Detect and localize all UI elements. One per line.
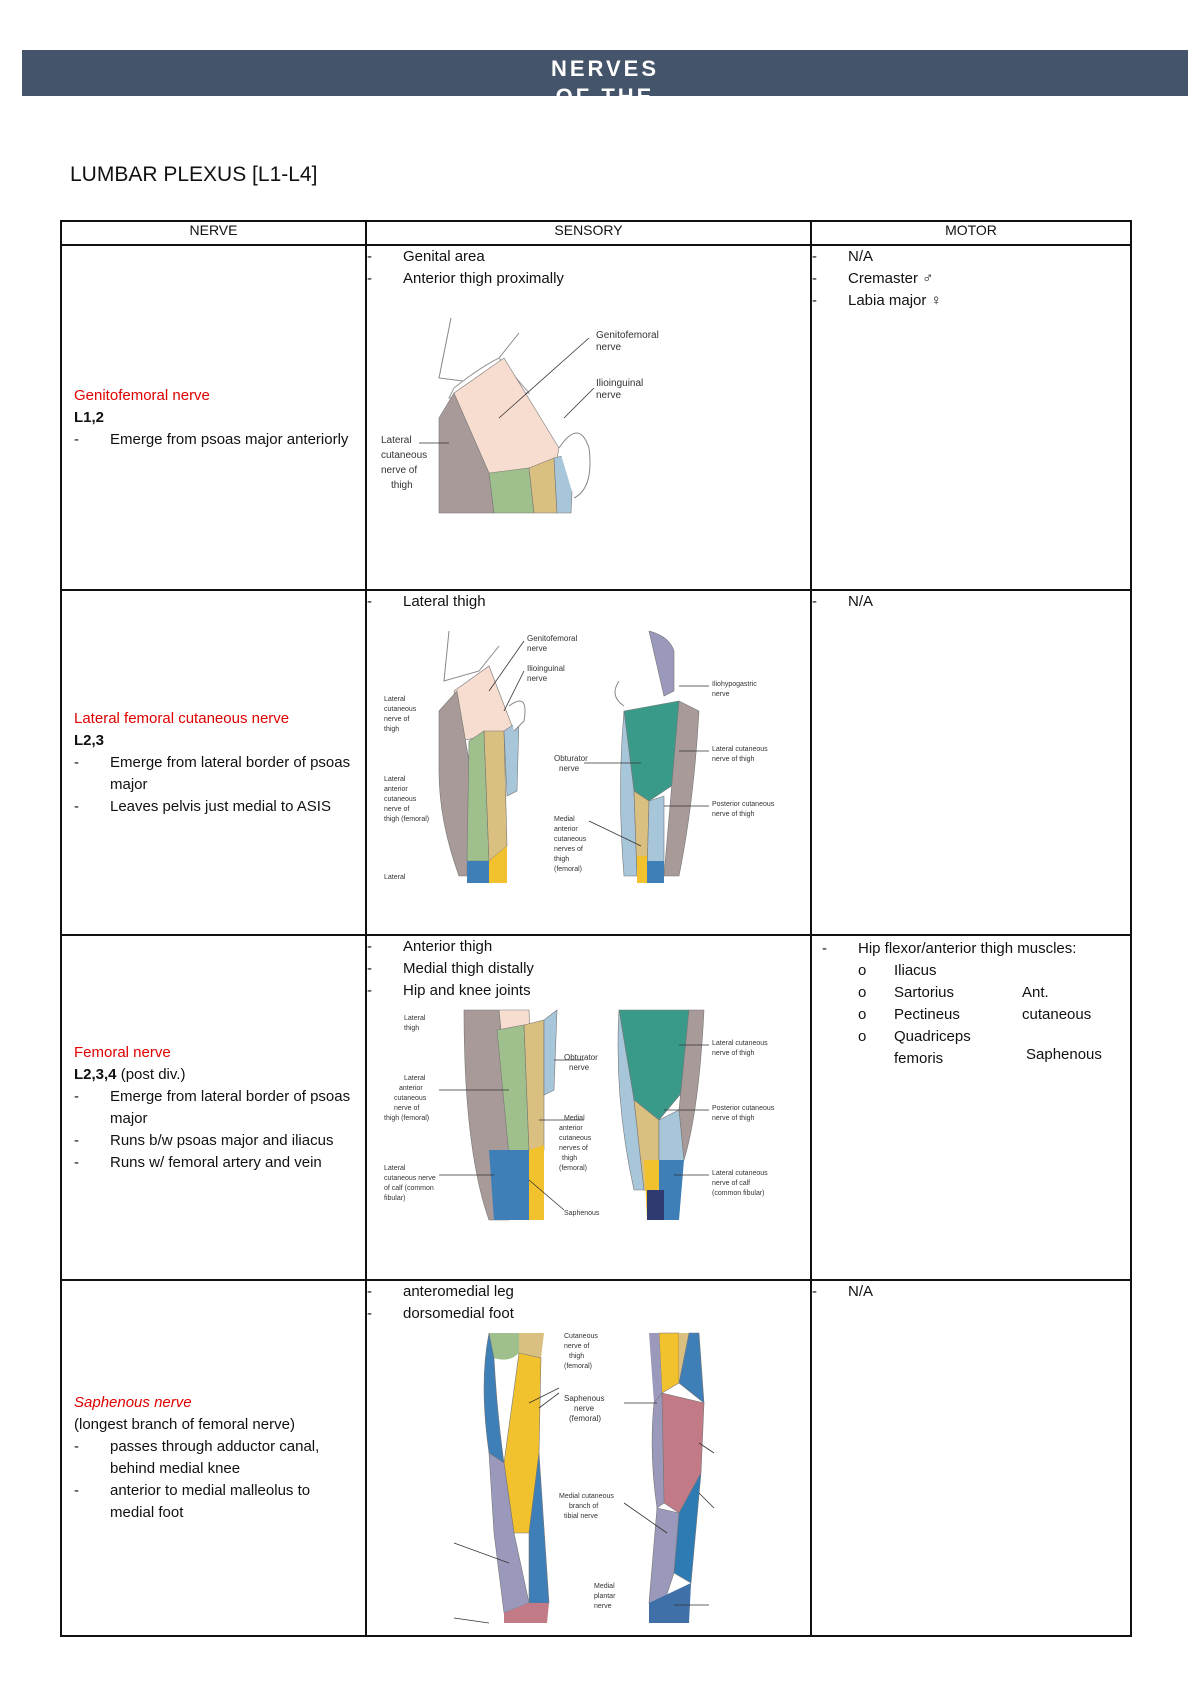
figure-label: thigh (384, 726, 400, 733)
figure-label: cutaneous (381, 450, 428, 461)
figure-label: nerve of thigh (712, 1115, 755, 1122)
motor-item: - N/A (812, 591, 1130, 613)
region-navy-post (647, 1190, 664, 1220)
figure-label: cutaneous (394, 1095, 427, 1102)
motor-cell (811, 1280, 1131, 1636)
figure-label: nerves of (559, 1145, 588, 1152)
figure-label: of calf (common (384, 1185, 434, 1192)
nerve-info (74, 385, 357, 451)
figure-label: nerve of (564, 1343, 590, 1350)
section-title: LUMBAR PLEXUS [L1-L4] (70, 163, 318, 186)
figure-label: Obturator (564, 1053, 598, 1062)
figure-label: nerve (712, 691, 730, 698)
dermatome-figure-lateral-femoral (379, 621, 799, 891)
motor-item: - Cremaster ♂ (812, 268, 1130, 290)
region-yellow-post (637, 856, 647, 883)
figure-label: cutaneous (384, 706, 417, 713)
nerve-info (74, 708, 357, 818)
figure-label: cutaneous (559, 1135, 592, 1142)
nerve-note: - Emerge from lateral border of psoas major (74, 1086, 357, 1130)
figure-label: nerve (559, 764, 580, 773)
figure-label: Lateral (384, 1165, 406, 1172)
figure-label: nerve (574, 1404, 595, 1413)
dermatome-figure-saphenous (379, 1333, 799, 1623)
nerve-name: Femoral nerve (74, 1043, 171, 1061)
figure-label: Cutaneous (564, 1333, 598, 1340)
figure-label: Lateral (384, 696, 406, 703)
table-row (61, 590, 1131, 935)
figure-label: anterior (554, 826, 578, 833)
figure-label: Lateral (404, 1075, 426, 1082)
figure-label: Posterior cutaneous (712, 1105, 775, 1112)
figure-label: Ilioinguinal (596, 378, 644, 389)
figure-label: nerve of (381, 465, 418, 476)
figure-label: nerve of calf (712, 1180, 751, 1187)
figure-label: thigh (569, 1353, 585, 1360)
region-ilioinguinal (544, 1010, 557, 1095)
motor-side-note: cutaneous (1022, 1006, 1092, 1023)
nerve-roots: L2,3,4 (74, 1065, 117, 1083)
motor-item: - N/A (812, 1281, 1130, 1303)
nerve-note: - passes through adductor canal, behind medial knee (74, 1436, 357, 1480)
figure-label: Posterior cutaneous (712, 801, 775, 808)
region-yellow (529, 1145, 544, 1220)
sensory-item: - Hip and knee joints (367, 980, 810, 1002)
nerve-cell (61, 935, 366, 1280)
motor-subitem: o Quadriceps femoris (858, 1026, 984, 1070)
sensory-cell (366, 1280, 811, 1636)
nerve-cell (61, 590, 366, 935)
figure-label: cutaneous nerve (384, 1175, 436, 1182)
nerve-name: Genitofemoral nerve (74, 386, 210, 404)
figure-label: anterior (384, 786, 408, 793)
figure-label: thigh (391, 480, 413, 491)
table-row (61, 935, 1131, 1280)
figure-label: thigh (562, 1155, 578, 1162)
nerve-cell (61, 245, 366, 590)
sensory-item: - anteromedial leg (367, 1281, 810, 1303)
nerve-note: - Runs w/ femoral artery and vein (74, 1152, 357, 1174)
figure-label: Saphenous (564, 1210, 600, 1217)
figure-label: nerve of (384, 806, 410, 813)
nerve-info (74, 1392, 357, 1524)
nerve-subtitle: (longest branch of femoral nerve) (74, 1416, 295, 1433)
figure-label: Genitofemoral (596, 330, 659, 341)
sensory-item: - Medial thigh distally (367, 958, 810, 980)
figure-label: anterior (399, 1085, 423, 1092)
sensory-item: - Anterior thigh (367, 936, 810, 958)
motor-subitem: o Iliacus (858, 960, 1122, 982)
region-lavender-post3 (649, 1508, 679, 1603)
sensory-cell (366, 935, 811, 1280)
region-yellow-post (659, 1333, 679, 1393)
nerve-info (74, 1042, 357, 1174)
figure-label: nerve (527, 644, 548, 653)
nerve-cell (61, 1280, 366, 1636)
figure-label: Medial (594, 1583, 615, 1590)
figure-label: thigh (femoral) (384, 1115, 430, 1122)
motor-cell (811, 590, 1131, 935)
figure-label: Medial (554, 816, 575, 823)
figure-label: cutaneous (554, 836, 587, 843)
nerve-note: - Leaves pelvis just medial to ASIS (74, 796, 357, 818)
dermatome-figure-genitofemoral (379, 298, 679, 528)
figure-label: nerve (594, 1603, 612, 1610)
figure-label: anterior (559, 1125, 583, 1132)
figure-label: nerve (596, 390, 622, 401)
figure-label: Lateral (384, 874, 406, 881)
figure-label: Medial (564, 1115, 585, 1122)
region-blue-post (647, 861, 664, 883)
figure-label: Ilioinguinal (527, 664, 565, 673)
figure-label: Obturator (554, 754, 588, 763)
figure-label: Lateral (381, 435, 412, 446)
nerve-note: - Runs b/w psoas major and iliacus (74, 1130, 357, 1152)
figure-label: Lateral cutaneous (712, 746, 768, 753)
figure-label: Lateral (384, 776, 406, 783)
figure-label: nerve of (384, 716, 410, 723)
figure-label: (femoral) (559, 1165, 588, 1172)
region-lavender (649, 631, 674, 696)
figure-label: branch of (569, 1503, 599, 1510)
motor-subitem: o Pectineus (858, 1004, 1122, 1026)
motor-cell (811, 245, 1131, 590)
region-lavender-post2 (652, 1393, 664, 1508)
sensory-item: - Genital area (367, 246, 810, 268)
figure-label: nerve of thigh (712, 1050, 755, 1057)
motor-item: - Hip flexor/anterior thigh muscles: (822, 938, 1122, 960)
nerve-roots: L1,2 (74, 408, 105, 426)
figure-label: fibular) (384, 1195, 406, 1202)
figure-label: plantar (594, 1593, 616, 1600)
table-row (61, 1280, 1131, 1636)
banner-title-line1: NERVES (550, 56, 660, 81)
region-obturator (489, 468, 534, 513)
region-femoral (529, 458, 557, 513)
table-header-row (61, 221, 1131, 245)
figure-label: nerve (527, 674, 548, 683)
motor-side-note: Ant. (1022, 984, 1049, 1001)
nerve-name: Saphenous nerve (74, 1394, 192, 1411)
sensory-item: - Lateral thigh (367, 591, 810, 613)
figure-label: nerve of (394, 1105, 420, 1112)
figure-label: (femoral) (569, 1414, 602, 1423)
nerve-note: - anterior to medial malleolus to medial foot (74, 1480, 357, 1524)
sensory-item: - Anterior thigh proximally (367, 268, 810, 290)
nerves-table (60, 220, 1132, 1637)
motor-cell (811, 935, 1131, 1280)
motor-side-note: Saphenous (1026, 1046, 1102, 1063)
nerve-note: - Emerge from psoas major anteriorly (74, 429, 357, 451)
figure-label: thigh (404, 1025, 420, 1032)
figure-label: nerves of (554, 846, 583, 853)
figure-label: nerve (569, 1063, 590, 1072)
nerve-note: - Emerge from lateral border of psoas major (74, 752, 357, 796)
figure-label: Iliohypogastric (712, 681, 757, 688)
banner-title-line2: OF THE (555, 84, 655, 109)
nerve-roots: L2,3 (74, 731, 105, 749)
figure-label: (femoral) (564, 1363, 593, 1370)
motor-item: - Labia major ♀ (812, 290, 1130, 312)
region-ilioinguinal (504, 721, 519, 796)
figure-label: tibial nerve (564, 1513, 598, 1520)
title-banner (22, 50, 1188, 109)
sensory-cell (366, 590, 811, 935)
nerve-roots-extra: (post div.) (116, 1065, 186, 1083)
column-header-nerve: NERVE (61, 221, 366, 245)
figure-label: (femoral) (554, 866, 583, 873)
figure-label: (common fibular) (712, 1190, 765, 1197)
figure-label: cutaneous (384, 796, 417, 803)
figure-label: nerve of thigh (712, 811, 755, 818)
figure-label: nerve (596, 342, 622, 353)
nerve-name: Lateral femoral cutaneous nerve (74, 709, 290, 727)
column-header-motor: MOTOR (811, 221, 1131, 245)
sensory-item: - dorsomedial foot (367, 1303, 810, 1325)
dermatome-figure-femoral (379, 1010, 799, 1230)
motor-subitem: o Sartorius (858, 982, 1122, 1004)
figure-label: Medial cutaneous (559, 1493, 614, 1500)
region-blue (467, 861, 489, 883)
figure-label: thigh (femoral) (384, 816, 430, 823)
figure-label: Saphenous (564, 1394, 605, 1403)
sensory-cell (366, 245, 811, 590)
figure-label: thigh (554, 856, 570, 863)
figure-label: Lateral cutaneous (712, 1170, 768, 1177)
figure-label: nerve of thigh (712, 756, 755, 763)
column-header-sensory: SENSORY (366, 221, 811, 245)
figure-label: Genitofemoral (527, 634, 578, 643)
region-blue (489, 1150, 529, 1220)
figure-label: Lateral (404, 1015, 426, 1022)
figure-label: Lateral cutaneous (712, 1040, 768, 1047)
motor-item: - N/A (812, 246, 1130, 268)
table-row (61, 245, 1131, 590)
